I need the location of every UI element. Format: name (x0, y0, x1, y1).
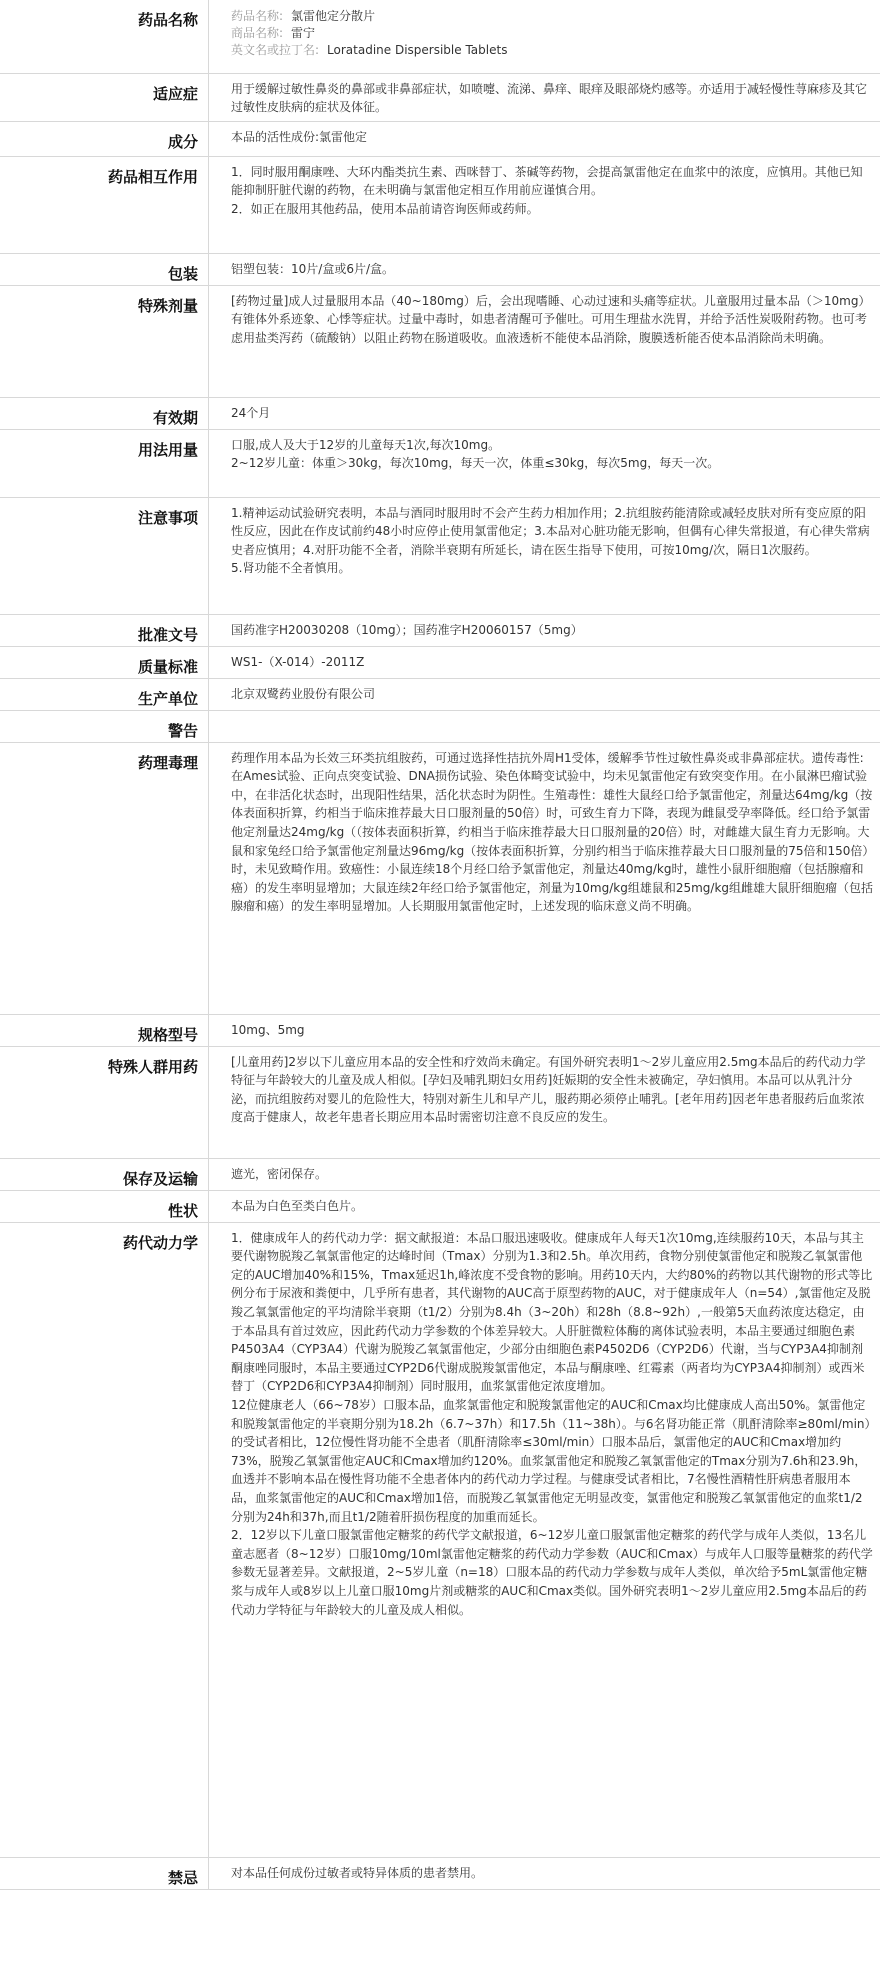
label-toxicology: 药理毒理 (0, 742, 209, 1014)
label-precautions: 注意事项 (0, 497, 209, 614)
label-storage: 保存及运输 (0, 1158, 209, 1190)
label-warning: 警告 (0, 710, 209, 742)
pk-para-2: 12位健康老人（66~78岁）口服本品，血浆氯雷他定和脱羧氯雷他定的AUC和Cmax均比健康成人高出50%。氯雷他定和脱羧氯雷他定的半衰期分别为18.2h（6.7~37h）和17.5h（11~38h）。与6名肾功能正常（肌酐清除率≥80ml/min）的受试者相比，12位慢性肾功能不全患者（肌酐清除率≤30ml/min）口服本品后，氯雷他定的AUC和Cmax增加约73%，脱羧乙氧氯雷他定AUC和Cmax增加约120%。血浆氯雷他定和脱羧乙氧氯雷他定的Tmax分别为7.6h和23.9h，血透并不影响本品在慢性肾功能不全患者体内的药代动力学过程。与健康受试者相比，7名慢性酒精性肝病患者服用本品，血浆氯雷他定的AUC和Cmax增加1倍，而脱羧乙氧氯雷他定无明显改变，氯雷他定和脱羧乙氧氯雷他定的血浆t1/2分别为24h和37h,而且t1/2随着肝损伤程度的加重而延长。 (231, 1398, 871, 1524)
label-character: 性状 (0, 1190, 209, 1222)
row-contraindication (0, 1857, 880, 1889)
trade-name: 商品名称: 雷宁 (231, 26, 316, 40)
row-validity (0, 397, 880, 429)
precautions-para-1: 1.精神运动试验研究表明，本品与酒同时服用时不会产生药力相加作用；2.抗组胺药能清除或减轻皮肤对所有变应原的阳性反应，因此在作皮试前约48小时应停止使用氯雷他定；3.本品对心脏功能无影响，但偶有心律失常报道，有心律失常病史者应慎用；4.对肝功能不全者，消除半衰期有所延长，请在医生指导下使用，可按10mg/次，隔日1次服药。 (231, 505, 870, 557)
value-contraindication: 对本品任何成份过敏者或特异体质的患者禁用。 (209, 1857, 880, 1889)
label-interaction: 药品相互作用 (0, 156, 209, 253)
value-ingredient: 本品的活性成份:氯雷他定 (209, 121, 880, 156)
row-name (0, 0, 880, 73)
label-name: 药品名称 (0, 0, 209, 73)
value-spec: 10mg、5mg (209, 1014, 880, 1046)
row-interaction (0, 156, 880, 253)
row-precautions (0, 497, 880, 614)
label-manufacturer: 生产单位 (0, 678, 209, 710)
row-special-population (0, 1046, 880, 1158)
label-ingredient: 成分 (0, 121, 209, 156)
row-warning (0, 710, 880, 742)
label-indication: 适应症 (0, 73, 209, 121)
precautions-para-2: 5.肾功能不全者慎用。 (231, 561, 351, 576)
row-standard (0, 646, 880, 678)
row-toxicology (0, 742, 880, 1014)
dosage-para-2: 2~12岁儿童：体重＞30kg，每次10mg，每天一次，体重≤30kg，每次5mg，每天一次。 (231, 456, 720, 471)
label-validity: 有效期 (0, 397, 209, 429)
row-character (0, 1190, 880, 1222)
row-approval (0, 614, 880, 646)
value-special-population: [儿童用药]2岁以下儿童应用本品的安全性和疗效尚未确定。有国外研究表明1～2岁儿童应用2.5mg本品后的药代动力学特征与年龄较大的儿童及成人相似。[孕妇及哺乳期妇女用药]妊娠期的安全性未被确定，孕妇慎用。本品可以从乳汁分泌，而抗组胺药对婴儿的危险性大，特别对新生儿和早产儿，服药期必须停止哺乳。[老年用药]因老年患者服药后血浆浓度高于健康人，故老年患者长期应用本品时需密切注意不良反应的发生。 (209, 1046, 880, 1158)
label-pharmacokinetics: 药代动力学 (0, 1222, 209, 1857)
label-contraindication: 禁忌 (0, 1857, 209, 1889)
label-dosage: 用法用量 (0, 429, 209, 497)
value-package: 铝塑包装：10片/盒或6片/盒。 (209, 253, 880, 285)
row-spec (0, 1014, 880, 1046)
label-approval: 批准文号 (0, 614, 209, 646)
row-overdose (0, 285, 880, 397)
row-pharmacokinetics (0, 1222, 880, 1857)
value-warning (209, 710, 880, 742)
value-validity: 24个月 (209, 397, 880, 429)
value-storage: 遮光，密闭保存。 (209, 1158, 880, 1190)
label-package: 包装 (0, 253, 209, 285)
row-indication (0, 73, 880, 121)
row-storage (0, 1158, 880, 1190)
label-spec: 规格型号 (0, 1014, 209, 1046)
pk-para-3: 2．12岁以下儿童口服氯雷他定糖浆的药代学文献报道，6~12岁儿童口服氯雷他定糖浆的药代学与成年人类似，13名儿童志愿者（8~12岁）口服10mg/10ml氯雷他定糖浆的药代动力学参数（AUC和Cmax）与成年人口服等量糖浆的药代学参数无显著差异。文献报道，2~5岁儿童（n=18）口服本品的药代动力学参数与成年人类似，单次给予5mL氯雷他定糖浆与成年人或8岁以上儿童口服10mg片剂或糖浆的AUC和Cmax类似。国外研究表明1～2岁儿童应用2.5mg本品后的药代动力学特征与年龄较大的儿童及成人相似。 (231, 1528, 873, 1617)
value-indication: 用于缓解过敏性鼻炎的鼻部或非鼻部症状，如喷嚏、流涕、鼻痒、眼痒及眼部烧灼感等。亦适用于减轻慢性荨麻疹及其它过敏性皮肤病的症状及体征。 (209, 73, 880, 121)
value-standard: WS1-（X-014）-2011Z (209, 646, 880, 678)
row-package (0, 253, 880, 285)
label-overdose: 特殊剂量 (0, 285, 209, 397)
row-ingredient (0, 121, 880, 156)
dosage-para-1: 口服,成人及大于12岁的儿童每天1次,每次10mg。 (231, 437, 501, 452)
value-character: 本品为白色至类白色片。 (209, 1190, 880, 1222)
value-manufacturer: 北京双鹭药业股份有限公司 (209, 678, 880, 710)
english-name: 英文名或拉丁名: Loratadine Dispersible Tablets (231, 43, 508, 57)
row-manufacturer (0, 678, 880, 710)
value-toxicology: 药理作用本品为长效三环类抗组胺药，可通过选择性拮抗外周H1受体，缓解季节性过敏性鼻炎或非鼻部症状。遗传毒性:在Ames试验、正向点突变试验、DNA损伤试验、染色体畸变试验中，均未见氯雷他定有致突变作用。在小鼠淋巴瘤试验中，在非活化状态时，出现阳性结果，活化状态时为阴性。生殖毒性：雄性大鼠经口给予氯雷他定，剂量达64mg/kg（按体表面积折算，约相当于临床推荐最大日口服剂量的50倍）时，可致生育力下降，表现为雌鼠受孕率降低。经口给予氯雷他定剂量达24mg/kg（（按体表面积折算，约相当于临床推荐最大日口服剂量的20倍）时，对雌雄大鼠生育力无影响。大鼠和家兔经口给予氯雷他定剂量达96mg/kg（按体表面积折算，分别约相当于临床推荐最大日口服剂量的75倍和150倍）时，未见致畸作用。致癌性：小鼠连续18个月经口给予氯雷他定，剂量达40mg/kg时，雄性小鼠肝细胞瘤（包括腺瘤和癌）的发生率明显增加；大鼠连续2年经口给予氯雷他定，剂量为10mg/kg组雄鼠和25mg/kg组雌雄大鼠肝细胞瘤（包括腺瘤和癌）的发生率明显增加。人长期服用氯雷他定时，上述发现的临床意义尚不明确。 (209, 742, 880, 1014)
value-approval: 国药准字H20030208（10mg）；国药准字H20060157（5mg） (209, 614, 880, 646)
interaction-para-2: 2．如正在服用其他药品，使用本品前请咨询医师或药师。 (231, 201, 539, 216)
label-standard: 质量标准 (0, 646, 209, 678)
pk-para-1: 1．健康成年人的药代动力学：据文献报道：本品口服迅速吸收。健康成年人每天1次10mg,连续服药10天，本品与其主要代谢物脱羧乙氧氯雷他定的达峰时间（Tmax）分别为1.3和2.5h。单次用药，食物分别使氯雷他定和脱羧乙氧氯雷他定的AUC增加40%和15%，Tmax延迟1h,峰浓度不受食物的影响。用药10天内，大约80%的药物以其代谢物的形式等比例分布于尿液和粪便中，几乎所有患者，其代谢物的AUC高于原型药物的AUC，对于健康成年人（n=54）,氯雷他定及脱羧乙氧氯雷他定的平均清除半衰期（t1/2）分别为8.4h（3~20h）和28h（8.8~92h）,一般第5天血药浓度达稳定，由于本品具有首过效应，因此药代动力学参数的个体差异较大。人肝脏微粒体酶的离体试验表明，本品主要通过细胞色素P4503A4（CYP3A4）代谢为脱羧乙氧氯雷他定，少部分由细胞色素P4502D6（CYP2D6）代谢，当与CYP3A4抑制剂酮康唑同服时，本品主要通过CYP2D6代谢成脱羧氯雷他定，本品与酮康唑、红霉素（两者均为CYP3A4抑制剂）或西米替丁（CYP2D6和CYP3A4抑制剂）同时服用，血浆氯雷他定浓度增加。 (231, 1230, 873, 1394)
value-overdose: [药物过量]成人过量服用本品（40~180mg）后，会出现嗜睡、心动过速和头痛等症状。儿童服用过量本品（＞10mg）有锥体外系迹象、心悸等症状。过量中毒时，如患者清醒可予催吐。可用生理盐水洗胃，并给予活性炭吸附药物。也可考虑用盐类泻药（硫酸钠）以阻止药物在肠道吸收。血液透析不能使本品消除，腹膜透析能否使本品消除尚未明确。 (209, 285, 880, 397)
row-dosage (0, 429, 880, 497)
generic-name: 药品名称: 氯雷他定分散片 (231, 9, 376, 23)
interaction-para-1: 1．同时服用酮康唑、大环内酯类抗生素、西咪替丁、茶碱等药物，会提高氯雷他定在血浆中的浓度，应慎用。其他已知能抑制肝脏代谢的药物，在未明确与氯雷他定相互作用前应谨慎合用。 (231, 164, 863, 198)
label-special-population: 特殊人群用药 (0, 1046, 209, 1158)
